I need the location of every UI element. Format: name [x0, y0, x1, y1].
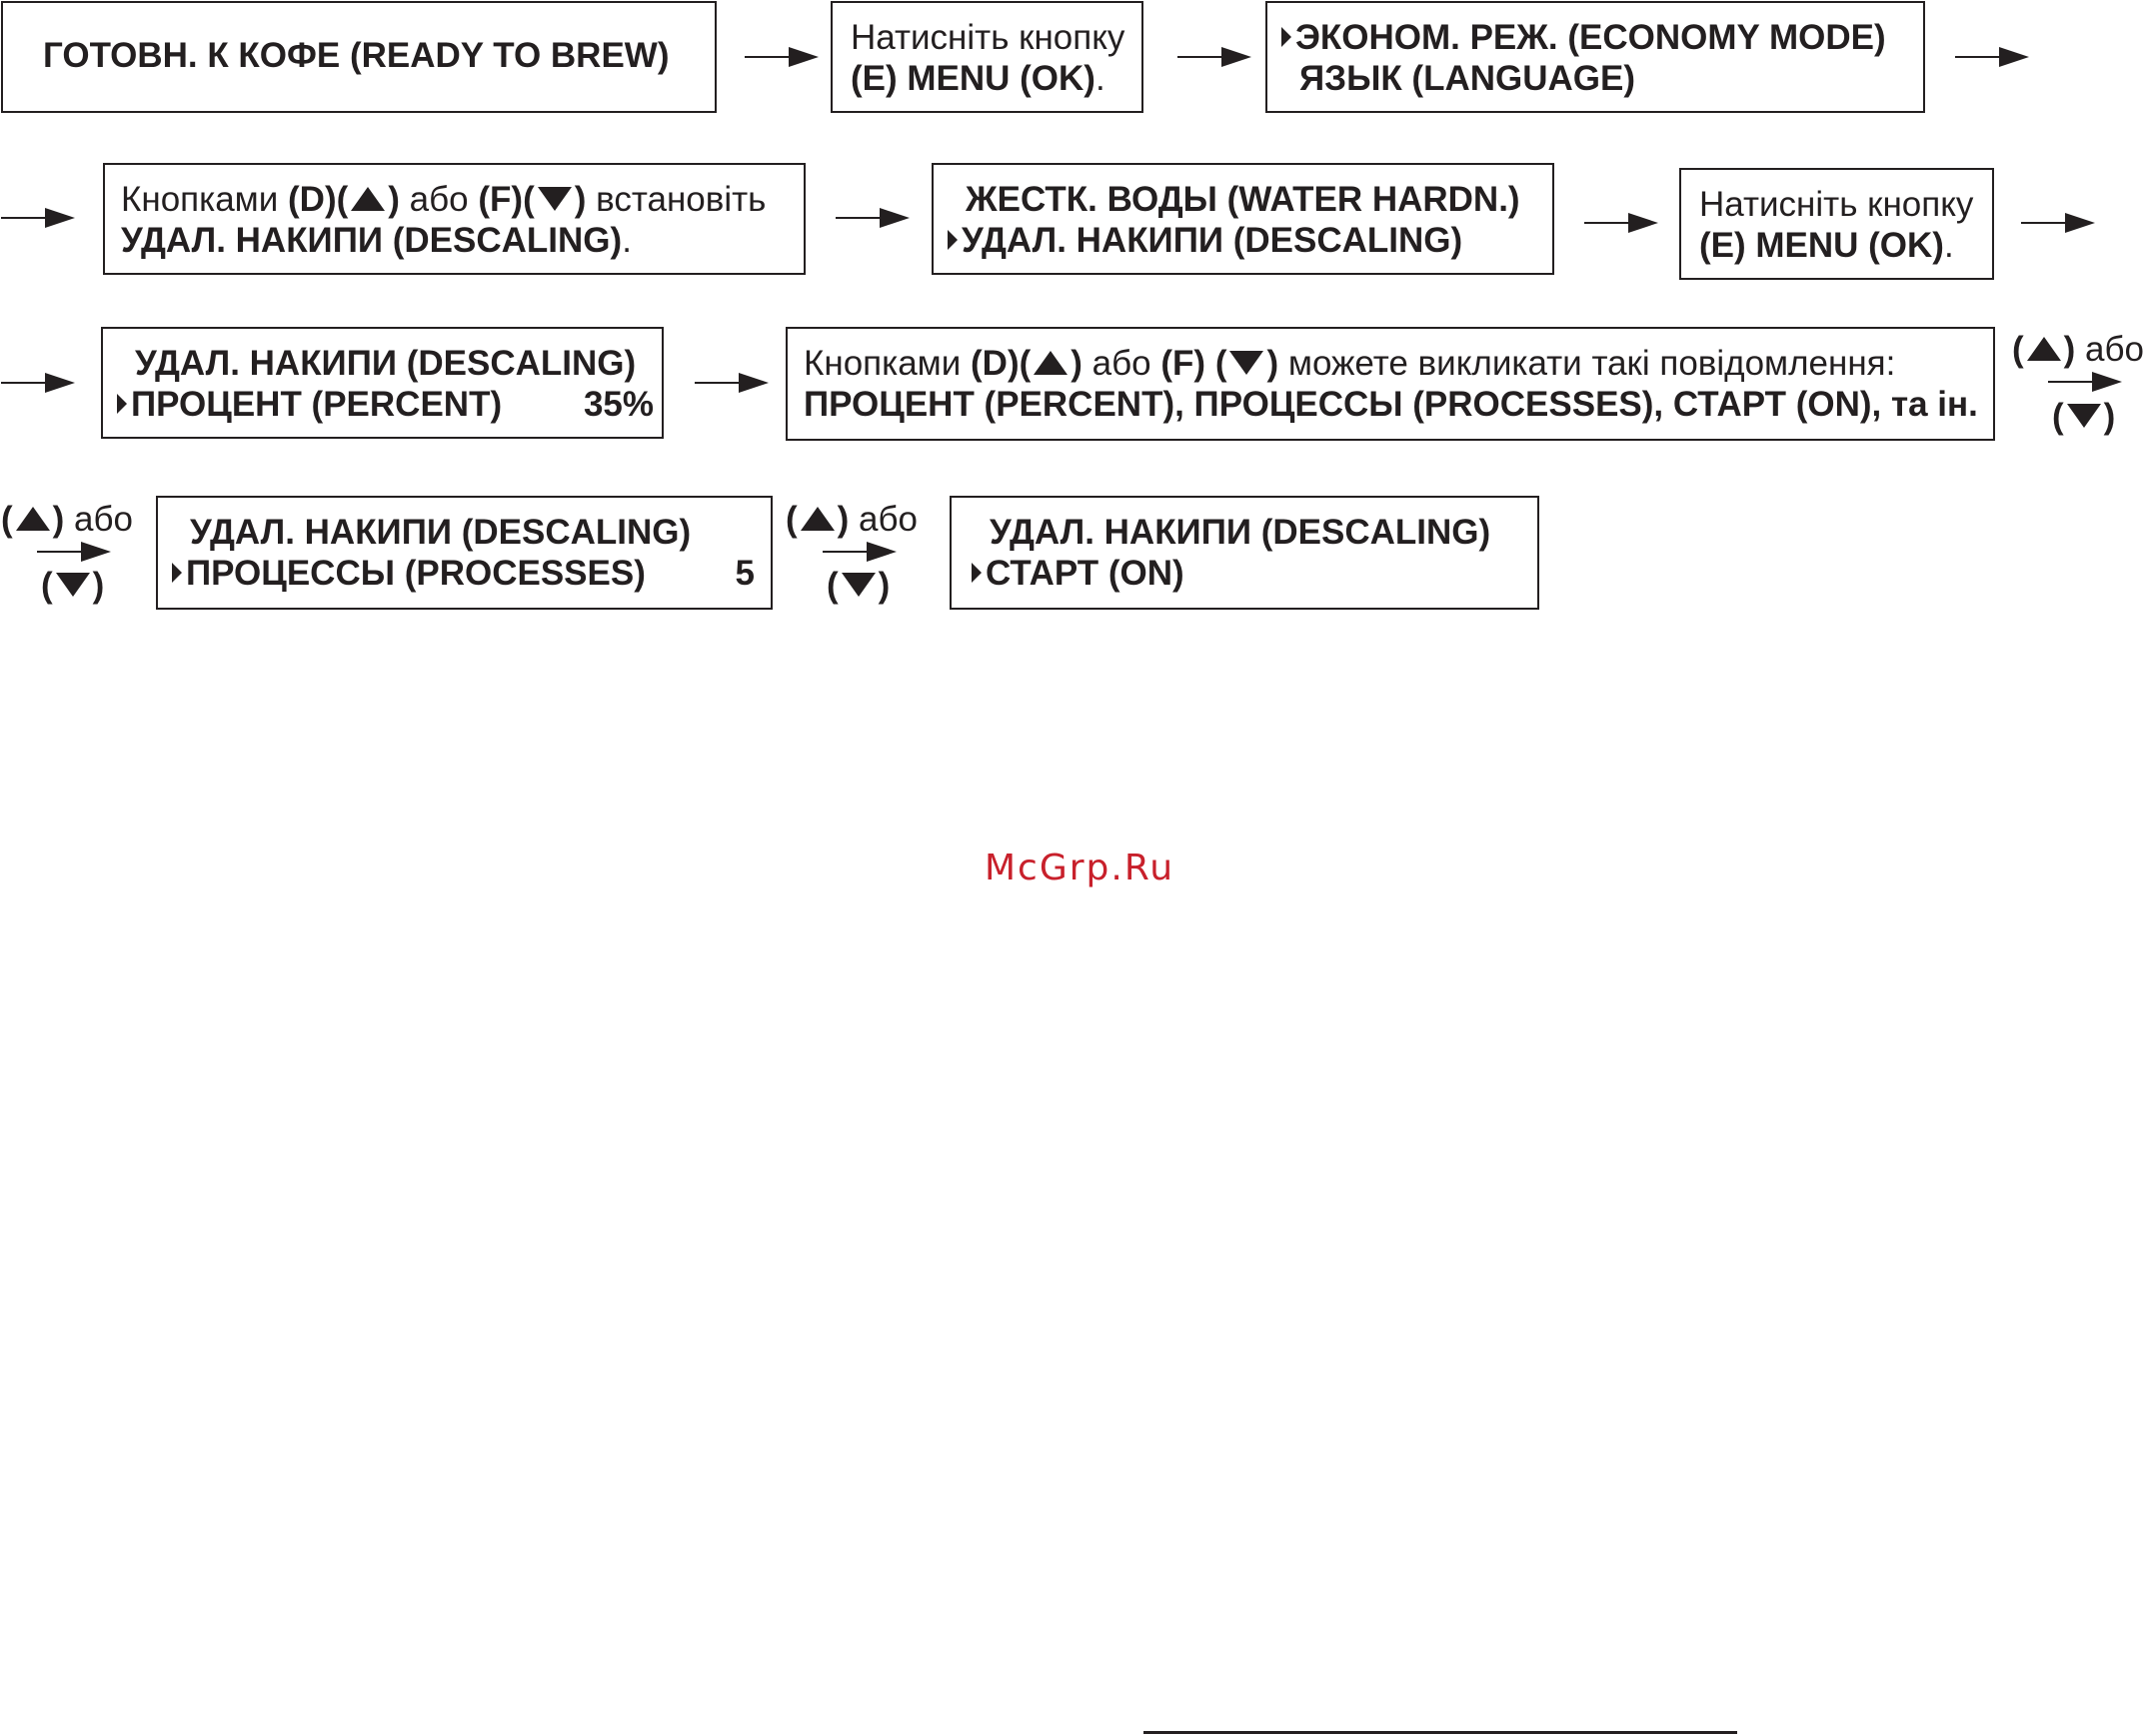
flow-arrow — [2021, 222, 2095, 224]
up-arrow-icon — [801, 507, 835, 531]
down-arrow-icon — [2067, 404, 2101, 428]
paren-close: ) — [1266, 344, 1279, 383]
up-arrow-icon — [1034, 351, 1068, 375]
flow-arrow — [695, 382, 769, 384]
economy-mode-line — [1281, 18, 1886, 58]
paren-close: ) — [837, 500, 850, 539]
paren-close: ) — [2063, 330, 2076, 369]
down-option — [41, 566, 104, 606]
buttons-word: Кнопками — [121, 180, 279, 219]
period: . — [622, 221, 632, 260]
descaling-title: УДАЛ. НАКИПИ (DESCALING) — [990, 513, 1491, 552]
paren-close: ) — [574, 180, 587, 219]
messages-instruction-box — [786, 327, 1995, 441]
or-word: або — [1091, 344, 1151, 383]
processes-display — [156, 496, 773, 610]
economy-mode-label: ЭКОНОМ. РЕЖ. (ECONOMY MODE) — [1295, 18, 1886, 57]
paren-open: ( — [2012, 330, 2024, 369]
flow-arrow — [37, 551, 111, 553]
or-word: або — [2085, 330, 2145, 369]
press-button-text: Натисніть кнопку — [1699, 185, 1974, 224]
water-hardness-display — [932, 163, 1554, 275]
flow-arrow — [1, 382, 75, 384]
paren-close: ) — [1071, 344, 1082, 383]
paren-open: ( — [1019, 344, 1032, 383]
paren-close: ) — [388, 180, 400, 219]
press-menu-box-2 — [1679, 168, 1994, 280]
down-arrow-icon — [842, 573, 876, 597]
up-arrow-icon — [2027, 337, 2061, 361]
selection-pointer-icon — [1281, 27, 1291, 47]
descaling-title: УДАЛ. НАКИПИ (DESCALING) — [190, 513, 692, 552]
down-option — [827, 566, 890, 606]
descaling-title: УДАЛ. НАКИПИ (DESCALING) — [135, 344, 637, 383]
set-descaling-line-1 — [121, 180, 766, 220]
percent-display — [101, 327, 664, 439]
economy-mode-display — [1265, 1, 1925, 113]
flow-arrow — [1955, 56, 2029, 58]
water-hardness-label: ЖЕСТК. ВОДЫ (WATER HARDN.) — [966, 180, 1520, 219]
paren-open: ( — [827, 566, 839, 605]
messages-text: можете викликати такі повідомлення: — [1287, 344, 1896, 383]
paren-open: ( — [336, 180, 349, 219]
down-arrow-icon — [538, 187, 572, 211]
paren-open: ( — [41, 566, 53, 605]
up-or-down-navigation — [2012, 330, 2144, 370]
messages-line-1 — [804, 344, 1895, 384]
descaling-label: УДАЛ. НАКИПИ (DESCALING) — [121, 221, 623, 260]
down-arrow-icon — [56, 573, 90, 597]
ready-to-brew-text: ГОТОВН. К КОФЕ (READY TO BREW) — [43, 36, 670, 75]
messages-list: ПРОЦЕНТ (PERCENT), ПРОЦЕССЫ (PROCESSES), СТАРТ (ON), та ін. — [804, 385, 1978, 424]
period: . — [1943, 226, 1954, 265]
or-word: або — [409, 180, 469, 219]
descaling-selected-line — [948, 221, 1462, 261]
processes-label: ПРОЦЕССЫ (PROCESSES) — [186, 554, 646, 593]
start-display — [950, 496, 1539, 610]
selection-pointer-icon — [948, 230, 958, 250]
up-arrow-icon — [351, 187, 385, 211]
set-descaling-line-2 — [121, 221, 632, 261]
selection-pointer-icon — [972, 563, 982, 583]
ready-to-brew-box — [1, 1, 717, 113]
percent-line — [117, 385, 502, 425]
selection-pointer-icon — [172, 563, 182, 583]
paren-open: ( — [1, 500, 13, 539]
menu-ok-line — [1699, 226, 1954, 266]
set-descaling-instruction-box — [103, 163, 806, 275]
flow-arrow — [836, 217, 910, 219]
paren-open: ( — [786, 500, 798, 539]
language-label: ЯЗЫК (LANGUAGE) — [1299, 59, 1636, 98]
press-menu-box-1 — [831, 1, 1143, 113]
selection-pointer-icon — [117, 394, 127, 414]
start-label: СТАРТ (ON) — [986, 554, 1184, 593]
paren-close: ) — [2103, 397, 2116, 436]
flow-arrow — [1584, 222, 1658, 224]
paren-close: ) — [52, 500, 65, 539]
or-word: або — [74, 500, 134, 539]
menu-ok-label: (E) MENU (OK) — [851, 59, 1095, 98]
button-f-label: (F) — [1160, 344, 1206, 383]
percent-label: ПРОЦЕНТ (PERCENT) — [131, 385, 503, 424]
menu-ok-label: (E) MENU (OK) — [1699, 226, 1944, 265]
set-word: встановіть — [596, 180, 767, 219]
start-line — [972, 554, 1184, 594]
button-d-label: (D) — [288, 180, 337, 219]
descaling-label: УДАЛ. НАКИПИ (DESCALING) — [962, 221, 1463, 260]
down-arrow-icon — [1229, 351, 1263, 375]
button-d-label: (D) — [971, 344, 1020, 383]
footer-rule — [1143, 1731, 1737, 1734]
up-or-down-navigation — [1, 500, 133, 540]
button-f-label: (F) — [478, 180, 524, 219]
down-option — [2052, 397, 2115, 437]
up-or-down-navigation — [786, 500, 918, 540]
paren-open: ( — [523, 180, 535, 219]
flow-arrow — [745, 56, 819, 58]
processes-value: 5 — [735, 554, 755, 593]
paren-close: ) — [92, 566, 105, 605]
buttons-word: Кнопками — [804, 344, 962, 383]
menu-ok-line — [851, 59, 1105, 99]
up-arrow-icon — [16, 507, 50, 531]
paren-close: ) — [878, 566, 891, 605]
flow-arrow — [2048, 381, 2122, 383]
flow-arrow — [823, 551, 897, 553]
watermark: McGrp.Ru — [985, 848, 1175, 888]
or-word: або — [859, 500, 919, 539]
processes-line — [172, 554, 646, 594]
paren-open: ( — [2052, 397, 2064, 436]
percent-value: 35% — [583, 385, 654, 424]
paren-open: ( — [1214, 344, 1227, 383]
period: . — [1094, 59, 1105, 98]
flow-arrow — [1177, 56, 1251, 58]
flow-arrow — [1, 217, 75, 219]
press-button-text: Натисніть кнопку — [851, 18, 1125, 57]
